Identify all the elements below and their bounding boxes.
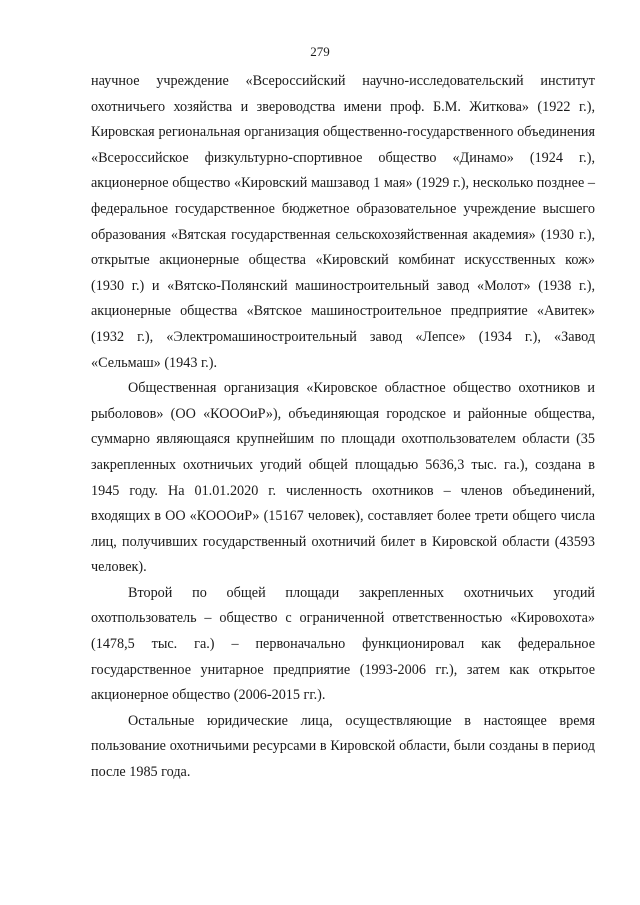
paragraph-other-entities: Остальные юридические лица, осуществляющие в настоящее время пользование охотничьими ресурсами в Кировской области, были созданы в период после 1985 года. xyxy=(91,712,595,781)
page-number: 279 xyxy=(310,44,330,59)
page-body xyxy=(91,69,595,786)
paragraph-hunters-society: Общественная организация «Кировское областное общество охотников и рыболовов» (ОО «КОООиР»), объединяющая городское и районные общества, суммарно являющаяся крупнейшим по площади охотпользователем области (35 закрепленных охотничьих угодий общей площадью 5636,3 тыс. га.), создана в 1945 году. На 01.01.2020 г. численность охотников – членов объединений, входящих в ОО «КОООиР» (15167 человек), составляет более трети общего числа лиц, получивших государственный охотничий билет в Кировской области (43593 человек). xyxy=(91,380,595,576)
paragraph-kirovokhota: Второй по общей площади закрепленных охотничьих угодий охотпользователь – общество с ограниченной ответственностью «Кировохота» (1478,5 тыс. га.) – первоначально функционировал как федеральное государственное унитарное предприятие (1993-2006 гг.), затем как открытое акционерное общество (2006-2015 гг.). xyxy=(91,584,595,704)
paragraph-continuation: научное учреждение «Всероссийский научно-исследовательский институт охотничьего хозяйства и звероводства имени проф. Б.М. Житкова» (1922 г.), Кировская региональная организация общественно-государственного объединения «Всероссийское физкультурно-спортивное общество «Динамо» (1924 г.), акционерное общество «Кировский машзавод 1 мая» (1929 г.), несколько позднее – федеральное государственное бюджетное образовательное учреждение высшего образования «Вятская государственная сельскохозяйственная академия» (1930 г.), открытые акционерные общества «Кировский комбинат искусственных кож» (1930 г.) и «Вятско-Полянский машиностроительный завод «Молот» (1938 г.), акционерные общества «Вятское машиностроительное предприятие «Авитек» (1932 г.), «Электромашиностроительный завод «Лепсе» (1934 г.), «Завод «Сельмаш» (1943 г.). xyxy=(91,73,595,371)
